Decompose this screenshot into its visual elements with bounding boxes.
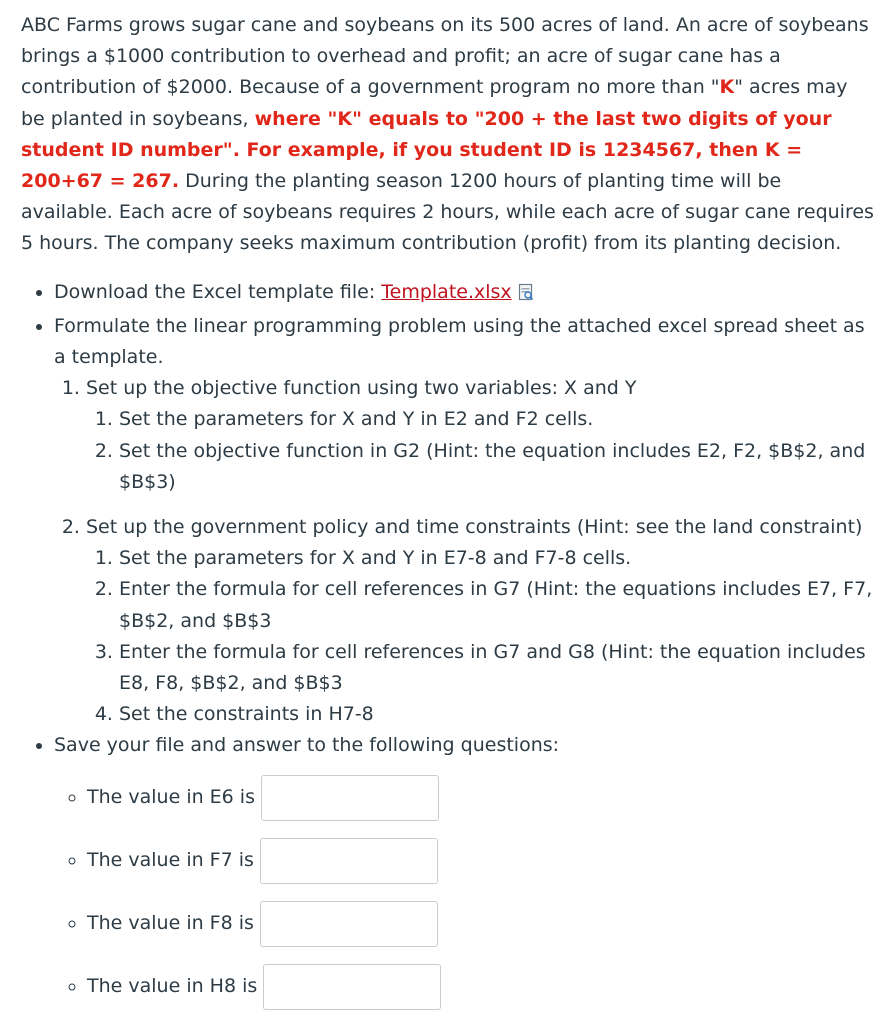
intro-text-3: During the planting season 1200 hours of planting time will be available. Each acre of soybeans requires 2 hours, while each acre of sugar cane requires 5 hours. The company seeks maximum contribution (profit) from its planting decision.	[21, 170, 874, 255]
answer-input-f8[interactable]	[260, 901, 438, 947]
k-variable: K	[719, 76, 735, 99]
answer-input-h8[interactable]	[263, 964, 441, 1010]
question-f7	[87, 838, 874, 886]
formulate-steps	[54, 373, 874, 730]
substep: 2. Set the objective function in G2 (Hint: the equation includes E2, F2, $B$2, and $B$3)	[119, 436, 874, 498]
intro-text-2: " acres may be planted in soybeans,	[21, 76, 848, 130]
question-label: ◦ The value in F8 is	[87, 912, 254, 935]
document-preview-icon[interactable]	[518, 280, 534, 311]
objective-substeps	[86, 404, 874, 498]
substep: 4. Set the constraints in H7-8	[119, 699, 874, 730]
question-h8	[87, 964, 874, 1012]
formulate-text: Formulate the linear programming problem using the attached excel spread sheet as a template.	[54, 314, 865, 369]
download-text: Download the Excel template file:	[54, 280, 382, 303]
answer-questions	[54, 775, 874, 1012]
template-download-link[interactable]: Template.xlsx	[381, 280, 512, 303]
question-label: ◦ The value in E6 is	[87, 786, 255, 809]
k-definition-highlight: where "K" equals to "200 + the last two digits of your student ID number". For example, if you student ID is 1234567, then K = 200+67 = 267.	[21, 107, 832, 193]
answer-input-f7[interactable]	[260, 838, 438, 884]
list-item-save	[54, 730, 874, 1011]
step-constraints	[86, 512, 874, 730]
substep: 1. Set the parameters for X and Y in E2 and F2 cells.	[119, 404, 874, 435]
problem-statement	[21, 10, 874, 260]
answer-input-e6[interactable]	[261, 775, 439, 821]
question-e6	[87, 775, 874, 823]
list-item-formulate	[54, 311, 874, 731]
step-objective-text: Set up the objective function using two variables: X and Y	[86, 377, 637, 400]
substep: 1. Set the parameters for X and Y in E7-8 and F7-8 cells.	[119, 543, 874, 574]
list-item-download	[54, 277, 874, 311]
substep: 3. Enter the formula for cell references in G7 and G8 (Hint: the equation includes E8, F8, $B$2, and $B$3	[119, 637, 874, 699]
step-constraints-text: Set up the government policy and time constraints (Hint: see the land constraint)	[86, 516, 863, 539]
step-objective	[86, 373, 874, 498]
instructions-list	[21, 277, 874, 1012]
constraint-substeps	[86, 543, 874, 730]
question-f8	[87, 901, 874, 949]
save-text: Save your file and answer to the following questions:	[54, 734, 560, 757]
substep: 2. Enter the formula for cell references in G7 (Hint: the equations includes E7, F7, $B$2, and $B$3	[119, 574, 874, 636]
question-label: ◦ The value in H8 is	[87, 975, 258, 998]
question-label: ◦ The value in F7 is	[87, 849, 254, 872]
intro-text-1: ABC Farms grows sugar cane and soybeans on its 500 acres of land. An acre of soybeans brings a $1000 contribution to overhead and profit; an acre of sugar cane has a contribution of $2000. Because of a government program no more than "	[21, 14, 869, 99]
